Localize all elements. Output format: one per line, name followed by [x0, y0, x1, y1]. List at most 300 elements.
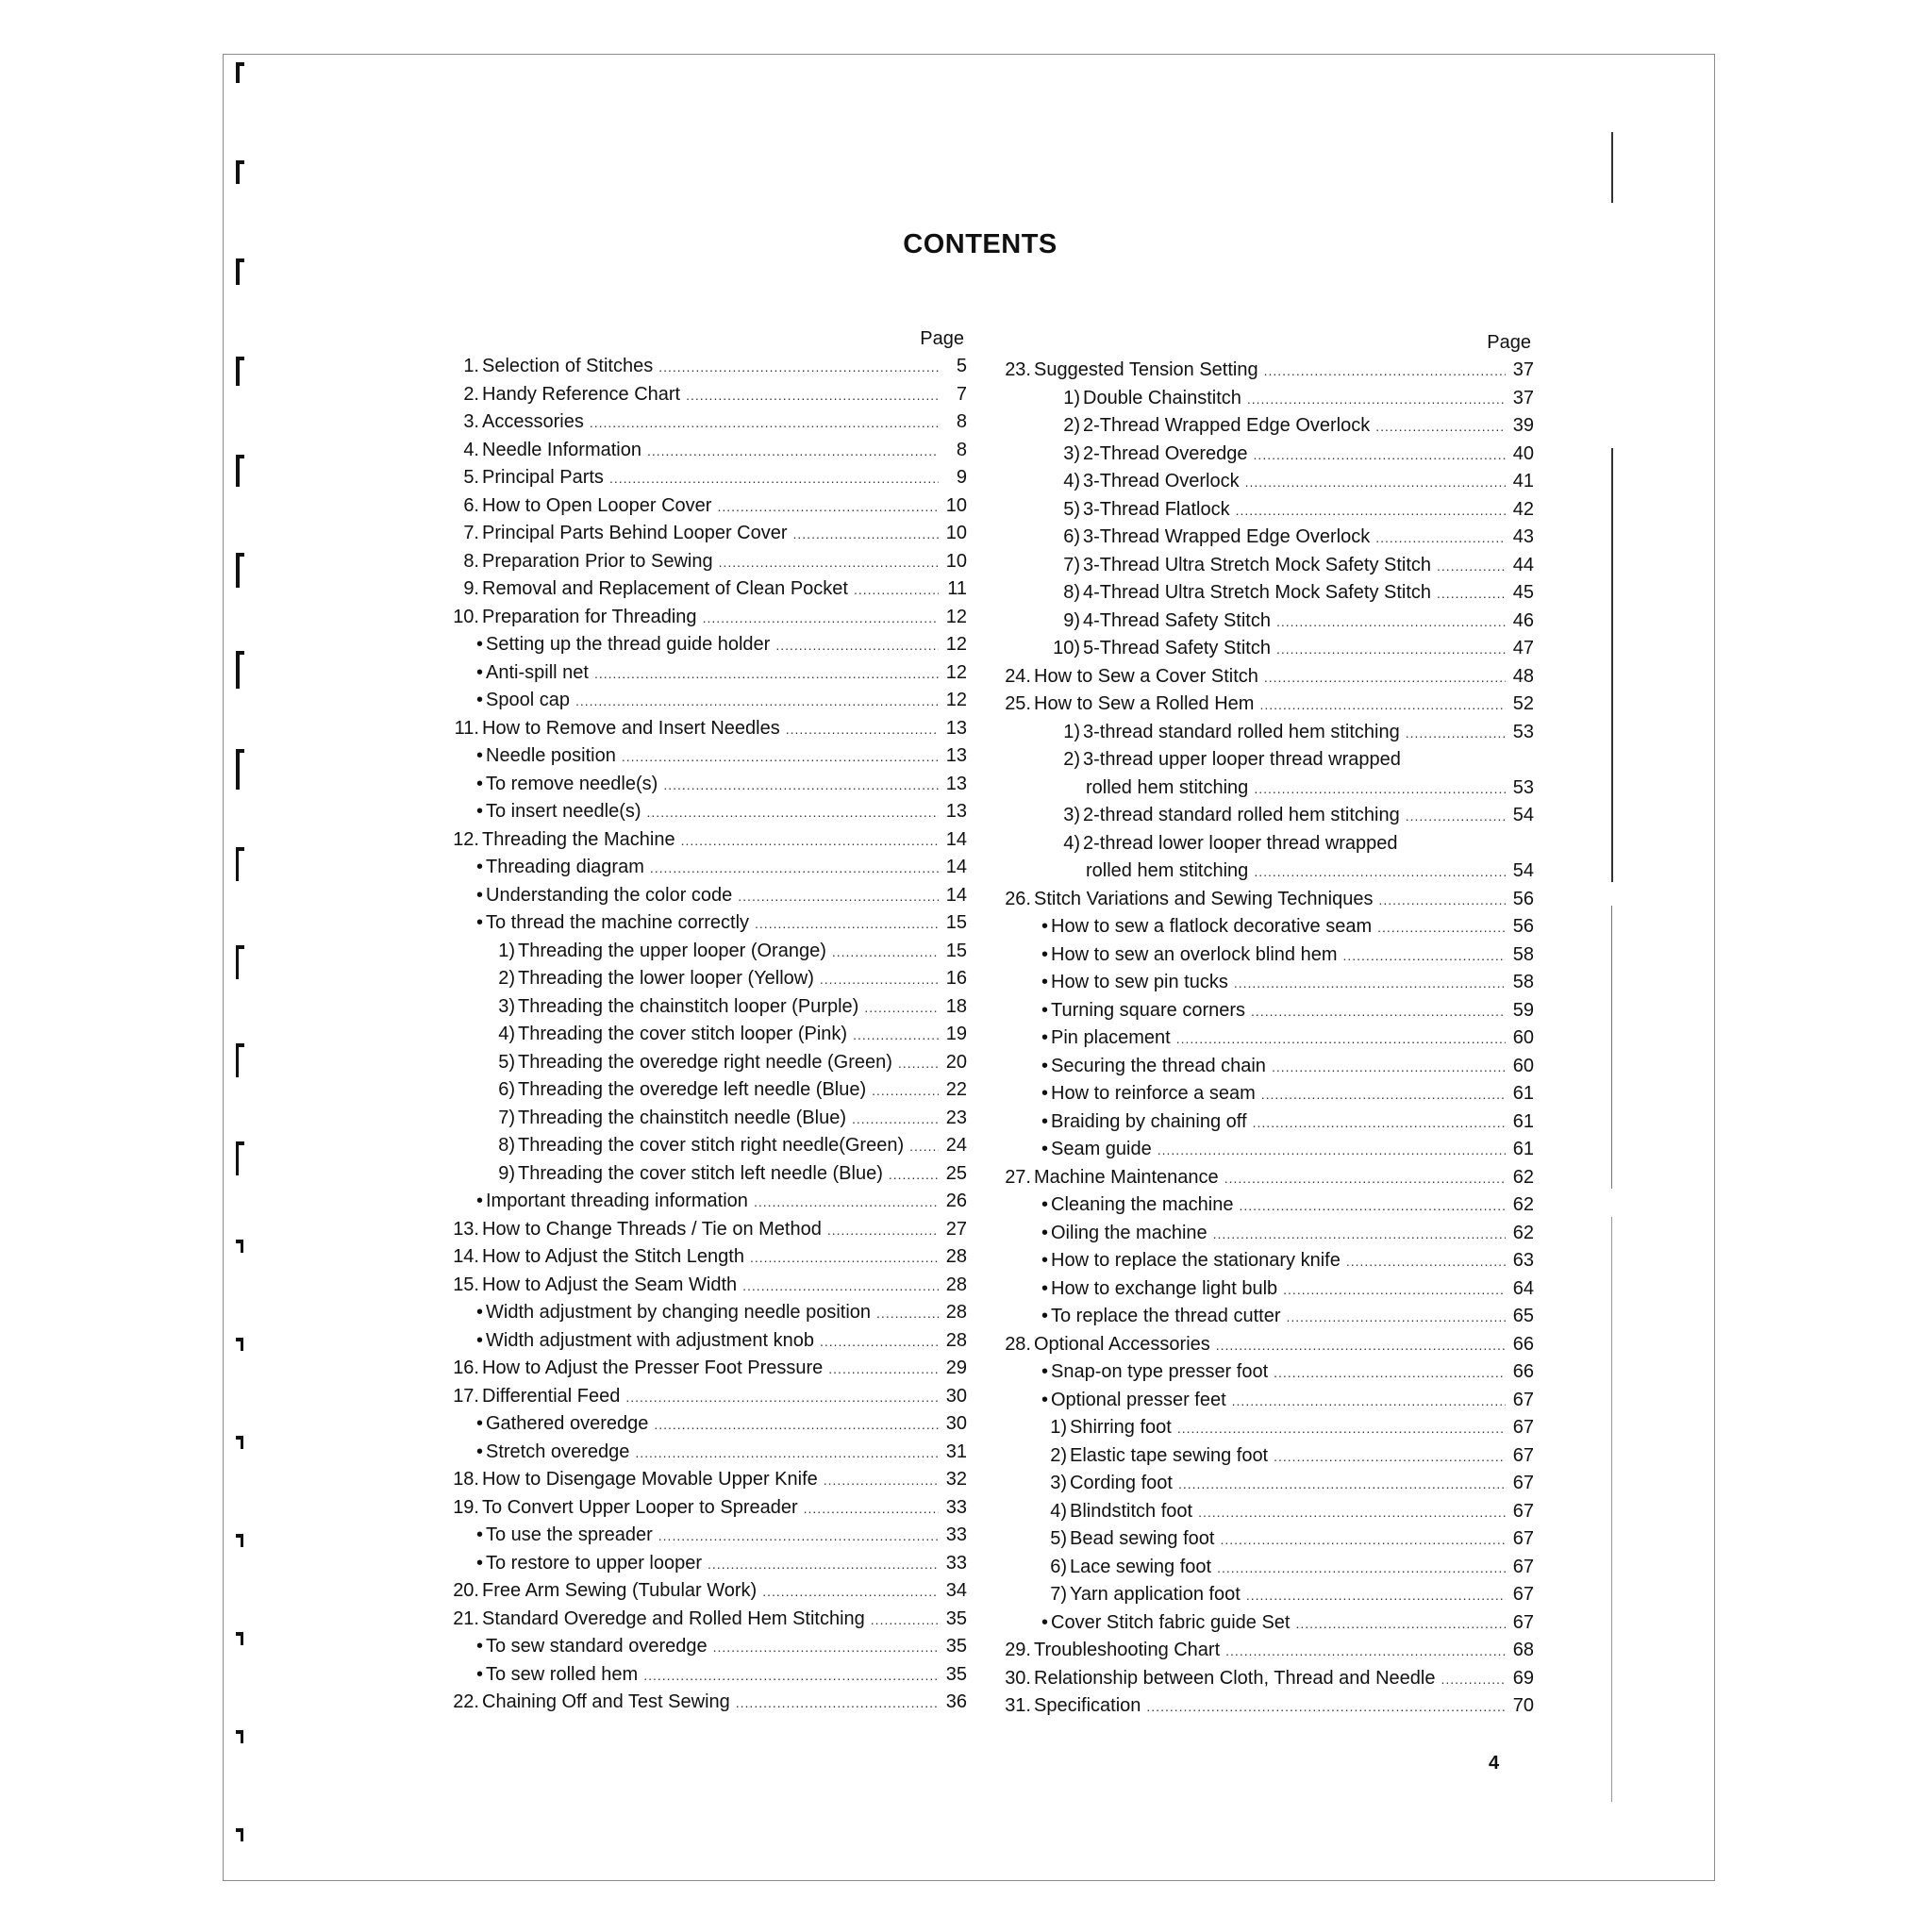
toc-entry-page: 14: [945, 857, 967, 877]
toc-entry: [439, 1577, 967, 1606]
toc-entry-number: 8): [498, 1135, 515, 1156]
dot-leader: [786, 716, 939, 744]
toc-entry-number: 7): [498, 1107, 515, 1128]
toc-entry: [439, 993, 967, 1022]
toc-entry: [998, 1024, 1534, 1053]
toc-entry-title: Seam guide: [1051, 1139, 1152, 1159]
dot-leader: [828, 1356, 939, 1384]
toc-entry-title: Preparation for Threading: [482, 606, 697, 627]
toc-entry: [998, 1164, 1534, 1192]
toc-entry-number: 4.: [463, 439, 479, 460]
toc-entry: [439, 1466, 967, 1494]
dot-leader: [1276, 636, 1506, 664]
toc-entry: [439, 1216, 967, 1244]
dot-leader: [643, 1662, 939, 1690]
toc-entry: [439, 1522, 967, 1550]
binding-mark: [236, 62, 244, 83]
toc-entry-page: 69: [1512, 1667, 1534, 1689]
toc-entry-number: 19.: [453, 1496, 479, 1518]
toc-entry-title: Securing the thread chain: [1051, 1055, 1266, 1076]
page-column-header: Page: [920, 328, 964, 349]
toc-entry: [439, 1132, 967, 1160]
toc-entry: [998, 1665, 1534, 1693]
toc-entry-page: 34: [945, 1580, 967, 1601]
toc-entry: [439, 1355, 967, 1383]
toc-entry-title: 2-Thread Wrapped Edge Overlock: [1083, 415, 1371, 436]
toc-entry: [998, 1080, 1534, 1108]
dot-leader: [1178, 1471, 1506, 1499]
dot-leader: [1274, 1359, 1506, 1388]
toc-entry-page: 14: [945, 884, 967, 906]
toc-list: [439, 353, 967, 1717]
toc-entry-page: 15: [945, 940, 967, 961]
toc-entry-number: •: [475, 1552, 483, 1574]
toc-entry-page: 58: [1512, 972, 1534, 992]
toc-entry-number: 18.: [453, 1469, 479, 1490]
toc-entry-page: 62: [1512, 1194, 1534, 1215]
toc-entry-page: 62: [1512, 1166, 1534, 1188]
dot-leader: [1236, 497, 1506, 525]
dot-leader: [1225, 1638, 1506, 1666]
toc-entry-page: 54: [1512, 860, 1534, 881]
dot-leader: [871, 1607, 939, 1635]
dot-leader: [1259, 691, 1506, 720]
toc-entry-title: Threading the overedge left needle (Blue): [518, 1079, 867, 1100]
toc-entry-title: Cover Stitch fabric guide Set: [1051, 1611, 1291, 1633]
toc-right-column: [998, 328, 1534, 1721]
toc-entry-number: •: [475, 690, 483, 710]
dot-leader: [898, 1050, 939, 1078]
toc-entry-page: 20: [945, 1051, 967, 1073]
toc-entry-title: Principal Parts Behind Looper Cover: [482, 523, 788, 543]
dot-leader: [820, 1328, 939, 1357]
dot-leader: [1254, 775, 1506, 804]
toc-entry-page: 28: [945, 1246, 967, 1267]
toc-entry-title: Shirring foot: [1070, 1417, 1172, 1438]
toc-entry-number: 30.: [1005, 1667, 1031, 1689]
dot-leader: [1272, 1054, 1506, 1082]
binding-holes: [236, 57, 255, 1877]
toc-entry: [998, 886, 1534, 914]
toc-entry-page: 67: [1512, 1444, 1534, 1466]
toc-entry: [998, 1525, 1534, 1554]
toc-entry-number: •: [475, 1441, 483, 1462]
dot-leader: [647, 438, 939, 466]
toc-entry-page: 33: [945, 1524, 967, 1545]
dot-leader: [654, 1411, 939, 1440]
toc-entry: [998, 802, 1534, 830]
toc-entry-page: 14: [945, 828, 967, 850]
toc-entry-number: •: [1041, 943, 1048, 965]
toc-entry-page: 37: [1512, 387, 1534, 408]
toc-entry-number: 3.: [463, 411, 479, 432]
toc-entry-title: Relationship between Cloth, Thread and Needle: [1034, 1667, 1436, 1689]
toc-entry: [998, 496, 1534, 525]
toc-entry-number: •: [1041, 1611, 1048, 1633]
dot-leader: [1441, 1666, 1506, 1694]
toc-entry-page: 12: [945, 661, 967, 683]
toc-entry-page: 45: [1512, 582, 1534, 603]
toc-entry-page: 33: [945, 1496, 967, 1518]
dot-leader: [876, 1300, 939, 1328]
toc-entry: [439, 1327, 967, 1356]
toc-entry-page: 56: [1512, 888, 1534, 909]
toc-entry: [998, 608, 1534, 636]
toc-entry-number: 3): [1063, 442, 1080, 464]
toc-entry-number: 17.: [453, 1385, 479, 1407]
toc-entry-page: 33: [945, 1552, 967, 1574]
toc-entry-title: Threading the upper looper (Orange): [518, 940, 826, 961]
dot-leader: [864, 994, 939, 1023]
toc-entry-page: 15: [945, 912, 967, 933]
toc-entry-page: 52: [1512, 693, 1534, 714]
toc-entry-title: 2-Thread Overedge: [1083, 442, 1248, 464]
dot-leader: [625, 1384, 939, 1412]
toc-entry-page: 65: [1512, 1306, 1534, 1326]
dot-leader: [872, 1077, 939, 1106]
toc-entry-title: Spool cap: [486, 690, 570, 710]
toc-entry-number: •: [475, 912, 483, 933]
toc-entry-number: 9): [1063, 609, 1080, 631]
toc-entry: [998, 913, 1534, 941]
toc-entry: [439, 826, 967, 855]
toc-entry: [439, 631, 967, 659]
toc-entry-number: •: [1041, 1389, 1048, 1410]
toc-entry-number: 28.: [1005, 1333, 1031, 1355]
toc-entry-page: 67: [1512, 1500, 1534, 1522]
toc-entry-number: 5.: [463, 467, 479, 488]
toc-entry: [998, 1442, 1534, 1471]
toc-entry-title: Specification: [1034, 1695, 1141, 1716]
toc-entry-number: 2): [1050, 1444, 1067, 1466]
page-column-header: Page: [1487, 332, 1531, 353]
toc-entry-number: •: [475, 661, 483, 683]
toc-entry-page: 61: [1512, 1083, 1534, 1104]
binding-mark: [236, 945, 244, 979]
dot-leader: [575, 688, 939, 716]
dot-leader: [1251, 998, 1506, 1026]
scan-edge-mark: [1611, 132, 1613, 203]
toc-entry-number: •: [475, 1663, 483, 1685]
toc-entry-page: 8: [956, 439, 967, 460]
toc-entry-number: 5): [498, 1051, 515, 1073]
toc-entry: [998, 441, 1534, 469]
dot-leader: [1375, 413, 1506, 441]
toc-entry-page: 19: [945, 1024, 967, 1044]
toc-entry-title: Troubleshooting Chart: [1034, 1640, 1221, 1660]
toc-entry-page: 22: [945, 1079, 967, 1100]
toc-entry-number: 3): [498, 995, 515, 1017]
toc-entry-page: 27: [945, 1218, 967, 1240]
dot-leader: [1246, 1582, 1506, 1610]
toc-entry: [998, 1692, 1534, 1721]
toc-entry-page: 10: [945, 523, 967, 543]
toc-entry: [998, 1136, 1534, 1164]
binding-mark: [236, 160, 244, 184]
toc-entry-title: How to Open Looper Cover: [482, 494, 712, 516]
toc-entry: [439, 909, 967, 938]
toc-entry: [998, 635, 1534, 663]
toc-entry-title: 3-Thread Overlock: [1083, 471, 1240, 491]
toc-entry: [439, 798, 967, 826]
toc-entry-page: 67: [1512, 1417, 1534, 1438]
dot-leader: [658, 1523, 939, 1551]
toc-entry-page: 5: [956, 356, 967, 376]
toc-entry-title: How to Adjust the Presser Foot Pressure: [482, 1357, 824, 1378]
binding-mark: [236, 1632, 243, 1645]
toc-entry-title: 5-Thread Safety Stitch: [1083, 638, 1271, 658]
toc-entry-page: 48: [1512, 665, 1534, 687]
toc-entry: [998, 1247, 1534, 1275]
dot-leader: [762, 1578, 939, 1607]
toc-entry-title: 2-thread standard rolled hem stitching: [1083, 805, 1400, 825]
toc-entry-number: 4): [498, 1024, 515, 1044]
toc-entry-number: 4): [1050, 1500, 1067, 1522]
toc-entry: [439, 1076, 967, 1105]
toc-entry: [998, 1303, 1534, 1331]
binding-mark: [236, 357, 244, 386]
page-title: CONTENTS: [903, 229, 1058, 259]
dot-leader: [1274, 1443, 1506, 1472]
toc-left-column: [439, 325, 967, 1717]
dot-leader: [1220, 1526, 1506, 1555]
toc-entry-page: 53: [1512, 721, 1534, 742]
binding-mark: [236, 1828, 243, 1841]
toc-entry-title: To insert needle(s): [486, 801, 641, 822]
toc-entry-number: •: [1041, 1139, 1048, 1159]
toc-entry-title: Threading the cover stitch looper (Pink): [518, 1024, 848, 1044]
dot-leader: [1406, 803, 1506, 831]
toc-entry-title: Handy Reference Chart: [482, 383, 681, 405]
toc-entry-page: 67: [1512, 1473, 1534, 1493]
toc-entry-number: •: [475, 1329, 483, 1351]
toc-entry-page: 10: [945, 550, 967, 572]
scan-edge-mark: [1611, 1217, 1612, 1802]
toc-entry: [998, 941, 1534, 970]
toc-entry-number: •: [475, 1636, 483, 1657]
toc-entry: [439, 492, 967, 521]
toc-entry: [998, 858, 1534, 886]
toc-entry-page: 28: [945, 1274, 967, 1295]
toc-entry-title: Threading the cover stitch right needle(Green): [518, 1135, 905, 1156]
toc-entry-number: 9): [498, 1162, 515, 1184]
toc-entry: [998, 1637, 1534, 1665]
toc-entry-title: Braiding by chaining off: [1051, 1110, 1247, 1132]
page-number: 4: [1489, 1753, 1500, 1774]
binding-mark: [236, 651, 244, 689]
toc-entry: [998, 1498, 1534, 1526]
toc-entry-title: Cording foot: [1070, 1473, 1173, 1493]
dot-leader: [804, 1495, 939, 1524]
toc-entry: [439, 464, 967, 492]
toc-entry: [998, 1581, 1534, 1609]
toc-entry: [998, 1609, 1534, 1638]
toc-entry-page: 68: [1512, 1640, 1534, 1660]
dot-leader: [1213, 1221, 1506, 1249]
toc-entry-page: 25: [945, 1162, 967, 1184]
dot-leader: [793, 521, 939, 549]
dot-leader: [1176, 1025, 1506, 1054]
toc-entry-page: 35: [945, 1607, 967, 1629]
toc-entry-number: 21.: [453, 1607, 479, 1629]
toc-entry-number: 6): [498, 1079, 515, 1100]
toc-entry: [439, 1661, 967, 1690]
dot-leader: [852, 1106, 939, 1134]
toc-entry-page: 46: [1512, 609, 1534, 631]
toc-entry-page: 9: [956, 467, 967, 488]
toc-entry: [439, 520, 967, 548]
toc-entry-title: Threading the lower looper (Yellow): [518, 968, 814, 989]
toc-entry-number: 25.: [1005, 693, 1031, 714]
toc-entry: [998, 1108, 1534, 1137]
toc-entry-title: Width adjustment by changing needle position: [486, 1302, 872, 1323]
toc-entry: [998, 997, 1534, 1025]
toc-entry-page: 63: [1512, 1250, 1534, 1271]
toc-entry-title: Needle Information: [482, 439, 641, 460]
toc-entry-number: 26.: [1005, 888, 1031, 909]
toc-entry-number: •: [475, 857, 483, 877]
toc-entry-title: Machine Maintenance: [1034, 1166, 1219, 1188]
binding-mark: [236, 553, 244, 588]
toc-entry-page: 67: [1512, 1528, 1534, 1549]
toc-entry-title: To use the spreader: [486, 1524, 653, 1545]
toc-entry: [439, 1606, 967, 1634]
toc-entry-title: To remove needle(s): [486, 773, 658, 794]
dot-leader: [754, 1189, 939, 1217]
toc-entry-page: 53: [1512, 776, 1534, 798]
binding-mark: [236, 1338, 243, 1351]
toc-entry-title: Preparation Prior to Sewing: [482, 550, 713, 572]
dot-leader: [717, 493, 939, 522]
toc-entry-number: •: [1041, 999, 1048, 1021]
toc-entry-page: 24: [945, 1135, 967, 1156]
toc-entry: [998, 663, 1534, 691]
toc-entry-title: Understanding the color code: [486, 884, 733, 906]
scan-edge-mark: [1611, 448, 1613, 882]
toc-entry-number: 15.: [453, 1274, 479, 1295]
toc-entry: [998, 1275, 1534, 1304]
toc-entry-number: 16.: [453, 1357, 479, 1378]
scan-edge-mark: [1611, 906, 1612, 1189]
dot-leader: [854, 576, 939, 605]
dot-leader: [1198, 1499, 1506, 1527]
toc-entry-page: 64: [1512, 1277, 1534, 1299]
toc-entry: [439, 1494, 967, 1523]
toc-entry-title: Optional Accessories: [1034, 1333, 1210, 1355]
toc-entry-title: How to Remove and Insert Needles: [482, 717, 780, 739]
dot-leader: [1437, 553, 1506, 581]
toc-entry: [439, 1299, 967, 1327]
dot-leader: [755, 910, 939, 939]
dot-leader: [1177, 1415, 1506, 1443]
dot-leader: [1254, 441, 1506, 470]
toc-entry-page: 47: [1512, 638, 1534, 658]
toc-entry-title: How to Adjust the Seam Width: [482, 1274, 738, 1295]
toc-entry-number: 11.: [454, 717, 479, 739]
toc-entry-title: Pin placement: [1051, 1027, 1171, 1048]
toc-entry-number: •: [1041, 1277, 1048, 1299]
toc-entry: [998, 1414, 1534, 1442]
dot-leader: [1342, 942, 1506, 971]
toc-entry-page: 28: [945, 1302, 967, 1323]
toc-list: [998, 357, 1534, 1721]
dot-leader: [909, 1133, 939, 1161]
toc-entry-number: •: [1041, 1055, 1048, 1076]
toc-entry-number: 12.: [453, 828, 479, 850]
binding-mark: [236, 749, 244, 790]
toc-entry: [998, 385, 1534, 413]
toc-entry-page: 35: [945, 1663, 967, 1685]
toc-entry-number: •: [475, 745, 483, 766]
dot-leader: [832, 939, 939, 967]
toc-entry: [439, 604, 967, 632]
toc-entry-title: Standard Overedge and Rolled Hem Stitching: [482, 1607, 865, 1629]
dot-leader: [1406, 720, 1506, 748]
binding-mark: [236, 1043, 244, 1077]
toc-entry-title: How to replace the stationary knife: [1051, 1250, 1341, 1271]
dot-leader: [658, 354, 939, 382]
toc-entry-number: 27.: [1005, 1166, 1031, 1188]
dot-leader: [1216, 1332, 1506, 1360]
dot-leader: [1295, 1610, 1506, 1639]
toc-entry-number: 24.: [1005, 665, 1031, 687]
dot-leader: [590, 409, 939, 438]
toc-entry-number: •: [475, 1413, 483, 1434]
toc-entry-title: How to exchange light bulb: [1051, 1277, 1278, 1299]
toc-entry-number: 4): [1063, 832, 1080, 854]
toc-entry-title: Selection of Stitches: [482, 356, 654, 376]
toc-entry: [439, 1272, 967, 1300]
toc-entry-number: 6.: [463, 494, 479, 516]
dot-leader: [703, 605, 939, 633]
toc-entry-title: Snap-on type presser foot: [1051, 1361, 1269, 1382]
toc-entry-page: 67: [1512, 1611, 1534, 1633]
dot-leader: [1232, 1388, 1506, 1416]
binding-mark: [236, 847, 244, 881]
toc-entry-number: 13.: [453, 1218, 479, 1240]
toc-entry: [998, 1053, 1534, 1081]
dot-leader: [1224, 1165, 1506, 1193]
toc-entry-title: Differential Feed: [482, 1385, 621, 1407]
dot-leader: [647, 799, 939, 827]
toc-entry-number: 2): [1063, 415, 1080, 436]
toc-entry: [439, 1689, 967, 1717]
toc-entry-title: Width adjustment with adjustment knob: [486, 1329, 814, 1351]
toc-entry-page: 35: [945, 1636, 967, 1657]
toc-entry-number: •: [1041, 1027, 1048, 1048]
toc-entry-page: 66: [1512, 1361, 1534, 1382]
dot-leader: [1253, 1109, 1506, 1138]
toc-entry-title: Accessories: [482, 411, 584, 432]
toc-entry: [998, 357, 1534, 385]
toc-entry: [439, 1383, 967, 1411]
toc-entry-title: How to Sew a Rolled Hem: [1034, 693, 1255, 714]
toc-entry-number: 1): [1050, 1417, 1067, 1438]
toc-entry: [998, 774, 1534, 803]
toc-entry-number: 6): [1063, 526, 1080, 547]
toc-entry: [439, 1021, 967, 1049]
toc-entry: [439, 1550, 967, 1578]
binding-mark: [236, 1730, 243, 1743]
toc-entry-title: To sew standard overedge: [486, 1636, 708, 1657]
toc-entry-title: Anti-spill net: [486, 661, 589, 683]
toc-entry-number: 5): [1050, 1528, 1067, 1549]
toc-entry-number: •: [475, 773, 483, 794]
toc-entry-title: 3-thread upper looper thread wrapped: [1083, 749, 1401, 770]
dot-leader: [663, 772, 939, 800]
toc-entry-title: Optional presser feet: [1051, 1389, 1226, 1410]
toc-entry-title: How to sew a flatlock decorative seam: [1051, 916, 1373, 937]
